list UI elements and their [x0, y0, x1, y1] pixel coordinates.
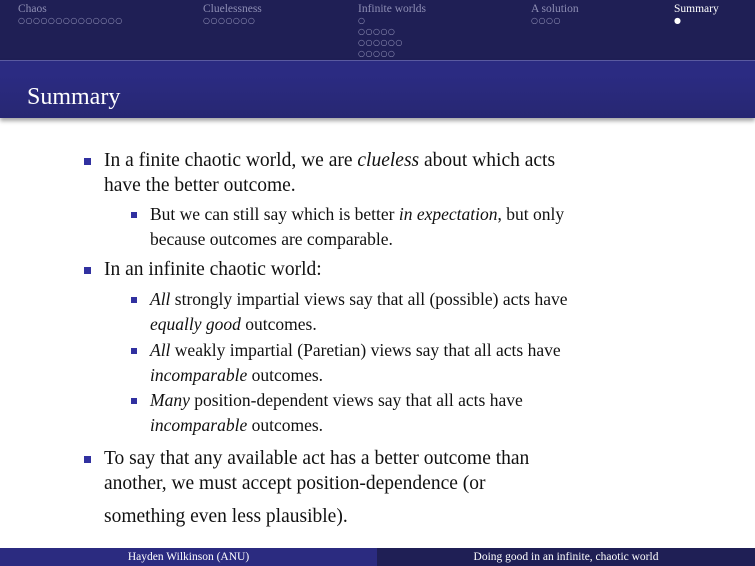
nav-subsection-dots[interactable]: ○○○○○○ — [358, 38, 403, 47]
text-segment: To say that any available act has a better outcome than — [104, 448, 530, 469]
bullet-text-line — [150, 415, 323, 436]
bullet-text-line — [150, 204, 564, 225]
text-segment: something even less plausible). — [104, 506, 348, 527]
nav-subsection-dots[interactable]: ○ — [358, 16, 366, 25]
bullet-text-line — [104, 448, 529, 470]
nav-section-summary[interactable] — [674, 3, 719, 26]
text-segment: outcomes. — [247, 365, 324, 385]
text-segment: have the better outcome. — [104, 175, 296, 196]
bullet-icon — [84, 456, 91, 463]
nav-section-cluelessness[interactable] — [203, 3, 262, 26]
frame-title: Summary — [27, 84, 121, 110]
text-segment: weakly impartial (Paretian) views say that all acts have — [170, 340, 561, 360]
nav-subsection-dots[interactable]: ○○○○○○○○○○○○○○ — [18, 16, 123, 25]
text-segment: outcomes. — [247, 415, 324, 435]
nav-section-a-solution[interactable] — [531, 3, 579, 26]
bullet-text-line — [150, 365, 323, 386]
bullet-icon — [131, 398, 137, 404]
text-segment: about which acts — [419, 150, 556, 171]
bullet-text-line — [104, 473, 486, 495]
nav-subsection-dots[interactable]: ○○○○ — [531, 16, 561, 25]
emphasized-text: All — [150, 289, 171, 309]
frame-title-bar — [0, 60, 755, 118]
emphasized-text: Many — [150, 390, 190, 410]
nav-section-infinite-worlds[interactable] — [358, 3, 426, 59]
footer — [0, 548, 755, 566]
emphasized-text: clueless — [357, 150, 420, 171]
emphasized-text: equally good — [150, 314, 241, 334]
bullet-icon — [131, 212, 137, 218]
bullet-text-line — [150, 314, 317, 335]
text-segment: In a finite chaotic world, we are — [104, 150, 358, 171]
footer-talk-title: Doing good in an infinite, chaotic world — [377, 548, 755, 566]
nav-section-label: Chaos — [18, 3, 47, 15]
emphasized-text: All — [150, 340, 171, 360]
nav-subsection-dots[interactable]: ○○○○○ — [358, 27, 396, 36]
nav-section-label: Cluelessness — [203, 3, 262, 15]
text-segment: because outcomes are comparable. — [150, 229, 393, 249]
text-segment: But we can still say which is better — [150, 204, 399, 224]
text-segment: outcomes. — [240, 314, 317, 334]
bullet-text-line — [104, 506, 348, 528]
bullet-icon — [84, 267, 91, 274]
emphasized-text: incomparable — [150, 415, 248, 435]
emphasized-text: incomparable — [150, 365, 248, 385]
text-segment: another, we must accept position-dependence (or — [104, 473, 486, 494]
emphasized-text: in expectation — [398, 204, 498, 224]
bullet-text-line — [104, 175, 296, 197]
bullet-text-line — [150, 340, 561, 361]
text-segment: position-dependent views say that all acts have — [189, 390, 523, 410]
footer-author: Hayden Wilkinson (ANU) — [0, 548, 377, 566]
text-segment: , but only — [497, 204, 565, 224]
nav-section-chaos[interactable] — [18, 3, 123, 26]
bullet-text-line — [150, 229, 393, 250]
bullet-text-line — [104, 259, 322, 281]
section-navigation — [0, 0, 755, 60]
text-segment: In an infinite chaotic world: — [104, 259, 322, 280]
bullet-icon — [131, 297, 137, 303]
text-segment: strongly impartial views say that all (possible) acts have — [170, 289, 568, 309]
bullet-text-line — [150, 390, 523, 411]
bullet-text-line — [150, 289, 567, 310]
bullet-icon — [131, 348, 137, 354]
bullet-text-line — [104, 150, 555, 172]
nav-section-label: Infinite worlds — [358, 3, 427, 15]
nav-section-label: Summary — [674, 3, 719, 15]
nav-subsection-dots[interactable]: ○○○○○○○ — [203, 16, 256, 25]
bullet-icon — [84, 158, 91, 165]
nav-subsection-dots[interactable]: ● — [674, 16, 682, 25]
nav-subsection-dots[interactable]: ○○○○○ — [358, 49, 396, 58]
nav-section-label: A solution — [531, 3, 579, 15]
